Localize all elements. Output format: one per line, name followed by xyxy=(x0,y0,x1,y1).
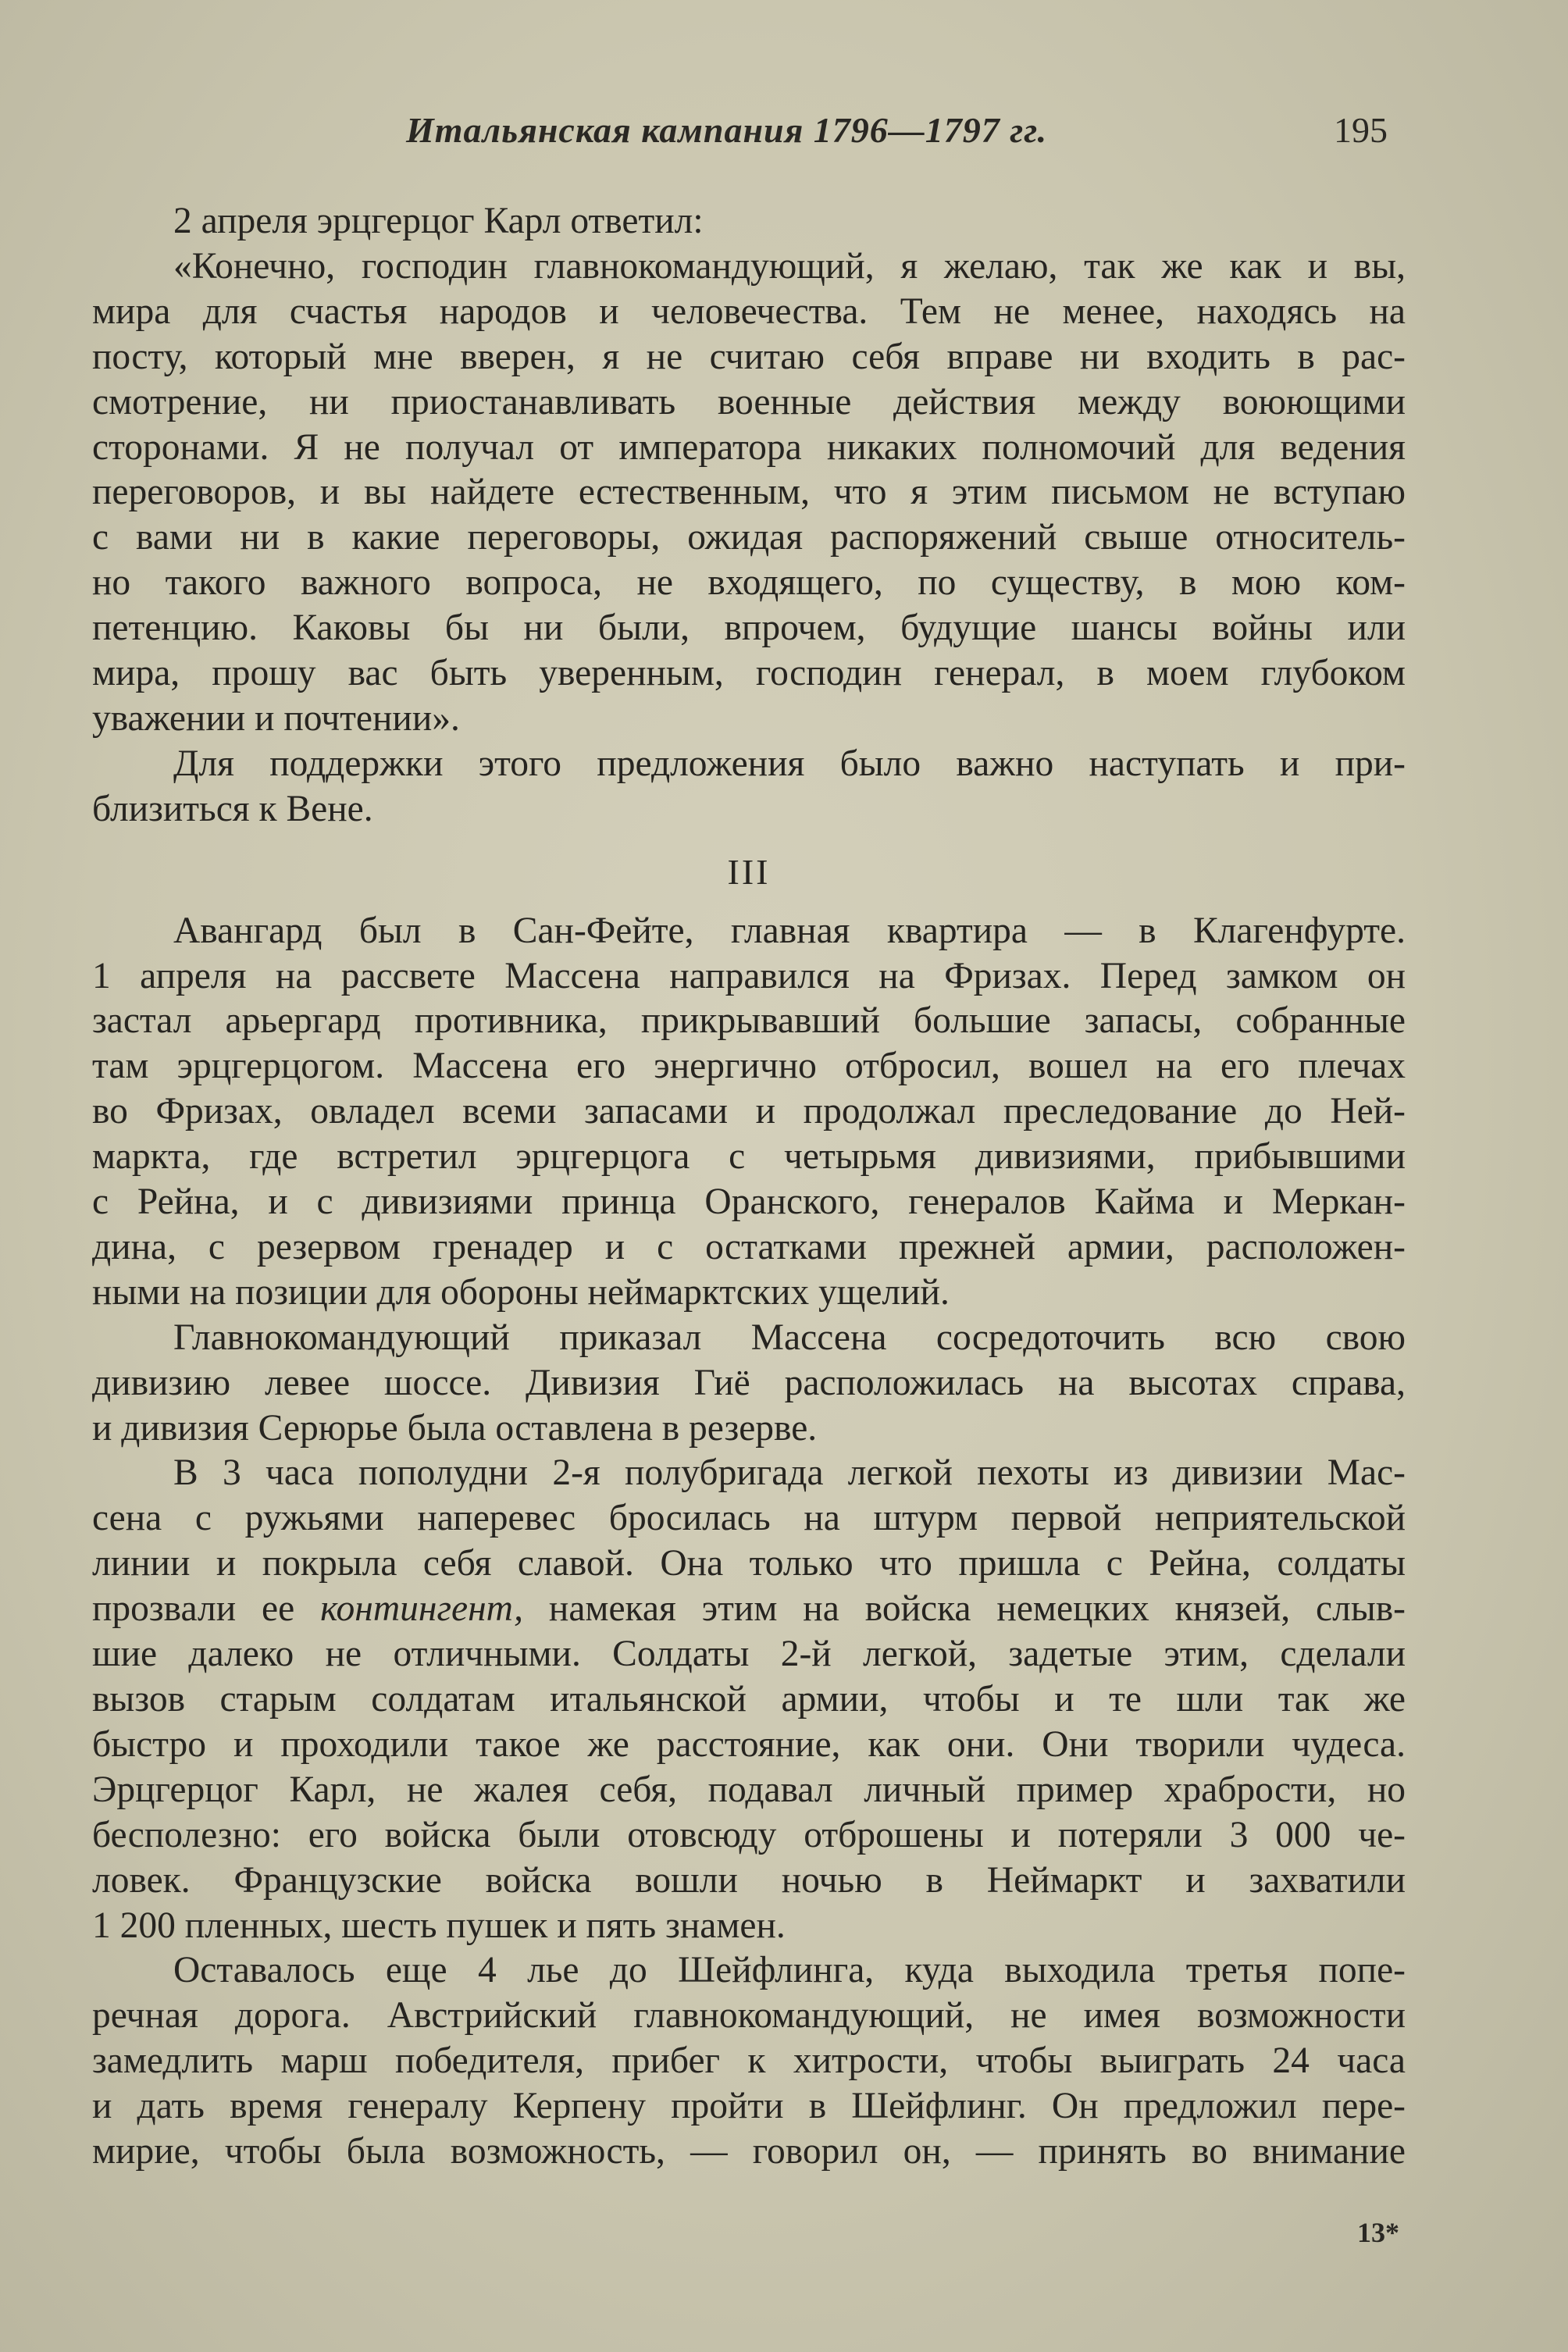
text-line: ными на позиции для обороны неймарктских ущелий. xyxy=(92,1271,950,1313)
text-line: Эрцгерцог Карл, не жалея себя, подавал личный пример храбрости, но xyxy=(92,1769,1406,1810)
page-number: 195 xyxy=(1334,110,1388,150)
text-line: уважении и почтении». xyxy=(92,697,460,739)
text-line: с вами ни в какие переговоры, ожидая распоряжений свыше относитель- xyxy=(92,517,1406,558)
text-line: Главнокомандующий приказал Массена сосредоточить всю свою xyxy=(173,1317,1406,1358)
text-line: близиться к Вене. xyxy=(92,788,373,829)
text-line: петенцию. Каковы бы ни были, впрочем, будущие шансы войны или xyxy=(92,608,1406,649)
text-line: речная дорога. Австрийский главнокомандующий, не имея возможности xyxy=(92,1995,1406,2037)
text-line: замедлить марш победителя, прибег к хитрости, чтобы выиграть 24 часа xyxy=(92,2040,1406,2082)
text-line: ловек. Французские войска вошли ночью в Неймаркт и захватили xyxy=(92,1859,1406,1901)
text-line: но такого важного вопроса, не входящего, по существу, в мою ком- xyxy=(92,562,1406,604)
text-line: там эрцгерцогом. Массена его энергично отбросил, вошел на его плечах xyxy=(92,1046,1406,1087)
text-line: и дать время генералу Керпену пройти в Шейфлинг. Он предложил пере- xyxy=(92,2086,1406,2127)
text-line: 2 апреля эрцгерцог Карл ответил: xyxy=(173,201,704,241)
text-run: намекая этим на войска немецких князей, слыв- xyxy=(523,1588,1406,1630)
text-line: 1 200 пленных, шесть пушек и пять знамен. xyxy=(92,1905,786,1946)
text-line: сена с ружьями наперевес бросилась на штурм первой неприятельской xyxy=(92,1498,1406,1539)
text-line: Оставалось еще 4 лье до Шейфлинга, куда выходила третья попе- xyxy=(173,1950,1406,1991)
text-line: во Фризах, овладел всеми запасами и продолжал преследование до Ней- xyxy=(92,1091,1406,1132)
text-line: бесполезно: его войска были отовсюду отброшены и потеряли 3 000 че- xyxy=(92,1814,1406,1855)
paragraph xyxy=(92,199,1406,244)
text-line-with-emphasis xyxy=(92,1587,1406,1632)
paragraph xyxy=(92,1948,1406,2175)
text-line: мирие, чтобы была возможность, — говорил он, — принять во внимание xyxy=(92,2131,1406,2172)
signature-mark: 13* xyxy=(1357,2217,1399,2248)
emphasized-word: контингент, xyxy=(320,1588,523,1630)
text-line: маркта, где встретил эрцгерцога с четырьмя дивизиями, прибывшими xyxy=(92,1136,1406,1178)
paragraph xyxy=(92,1316,1406,1452)
section-number: III xyxy=(727,851,771,892)
text-line: переговоров, и вы найдете естественным, что я этим письмом не вступаю xyxy=(92,472,1406,513)
running-header-title: Итальянская кампания 1796—1797 гг. xyxy=(406,110,1048,150)
paragraph xyxy=(92,1451,1406,1948)
text-line: с Рейна, и с дивизиями принца Оранского, генералов Кайма и Меркан- xyxy=(92,1181,1406,1223)
text-line: вызов старым солдатам итальянской армии, чтобы и те шли так же xyxy=(92,1679,1406,1719)
text-line: В 3 часа пополудни 2-я полубригада легкой пехоты из дивизии Мас- xyxy=(173,1452,1406,1494)
body-text xyxy=(92,199,1406,2175)
text-line: 1 апреля на рассвете Массена направился на Фризах. Перед замком он xyxy=(92,955,1406,996)
text-line: шие далеко не отличными. Солдаты 2-й легкой, задетые этим, сделали xyxy=(92,1634,1406,1675)
text-line: «Конечно, господин главнокомандующий, я желаю, так же как и вы, xyxy=(173,245,1406,287)
text-line: мира для счастья народов и человечества. Тем не менее, находясь на xyxy=(92,290,1406,332)
text-line: Авангард был в Сан-Фейте, главная квартира — в Клагенфурте. xyxy=(173,910,1406,951)
text-line: Для поддержки этого предложения было важно наступать и при- xyxy=(173,743,1406,784)
text-line: быстро и проходили такое же расстояние, как они. Они творили чудеса. xyxy=(92,1723,1406,1765)
text-line: линии и покрыла себя славой. Она только что пришла с Рейна, солдаты xyxy=(92,1543,1406,1584)
text-line: посту, который мне вверен, я не считаю себя вправе ни входить в рас- xyxy=(92,336,1406,377)
text-line: дивизию левее шоссе. Дивизия Гиё расположилась на высотах справа, xyxy=(92,1362,1406,1403)
text-line: застал арьергард противника, прикрывавший большие запасы, собранные xyxy=(92,1000,1406,1042)
paragraph xyxy=(92,742,1406,832)
text-run: прозвали ее xyxy=(92,1588,321,1630)
text-line: сторонами. Я не получал от императора никаких полномочий для ведения xyxy=(92,426,1406,468)
text-line: дина, с резервом гренадер и с остатками прежней армии, расположен- xyxy=(92,1226,1406,1267)
quoted-letter-paragraph xyxy=(92,244,1406,742)
paragraph xyxy=(92,909,1406,1316)
text-line: смотрение, ни приостанавливать военные действия между воюющими xyxy=(92,381,1406,422)
text-line: мира, прошу вас быть уверенным, господин генерал, в моем глубоком xyxy=(92,653,1406,694)
text-line: и дивизия Серюрье была оставлена в резерве. xyxy=(92,1407,818,1449)
